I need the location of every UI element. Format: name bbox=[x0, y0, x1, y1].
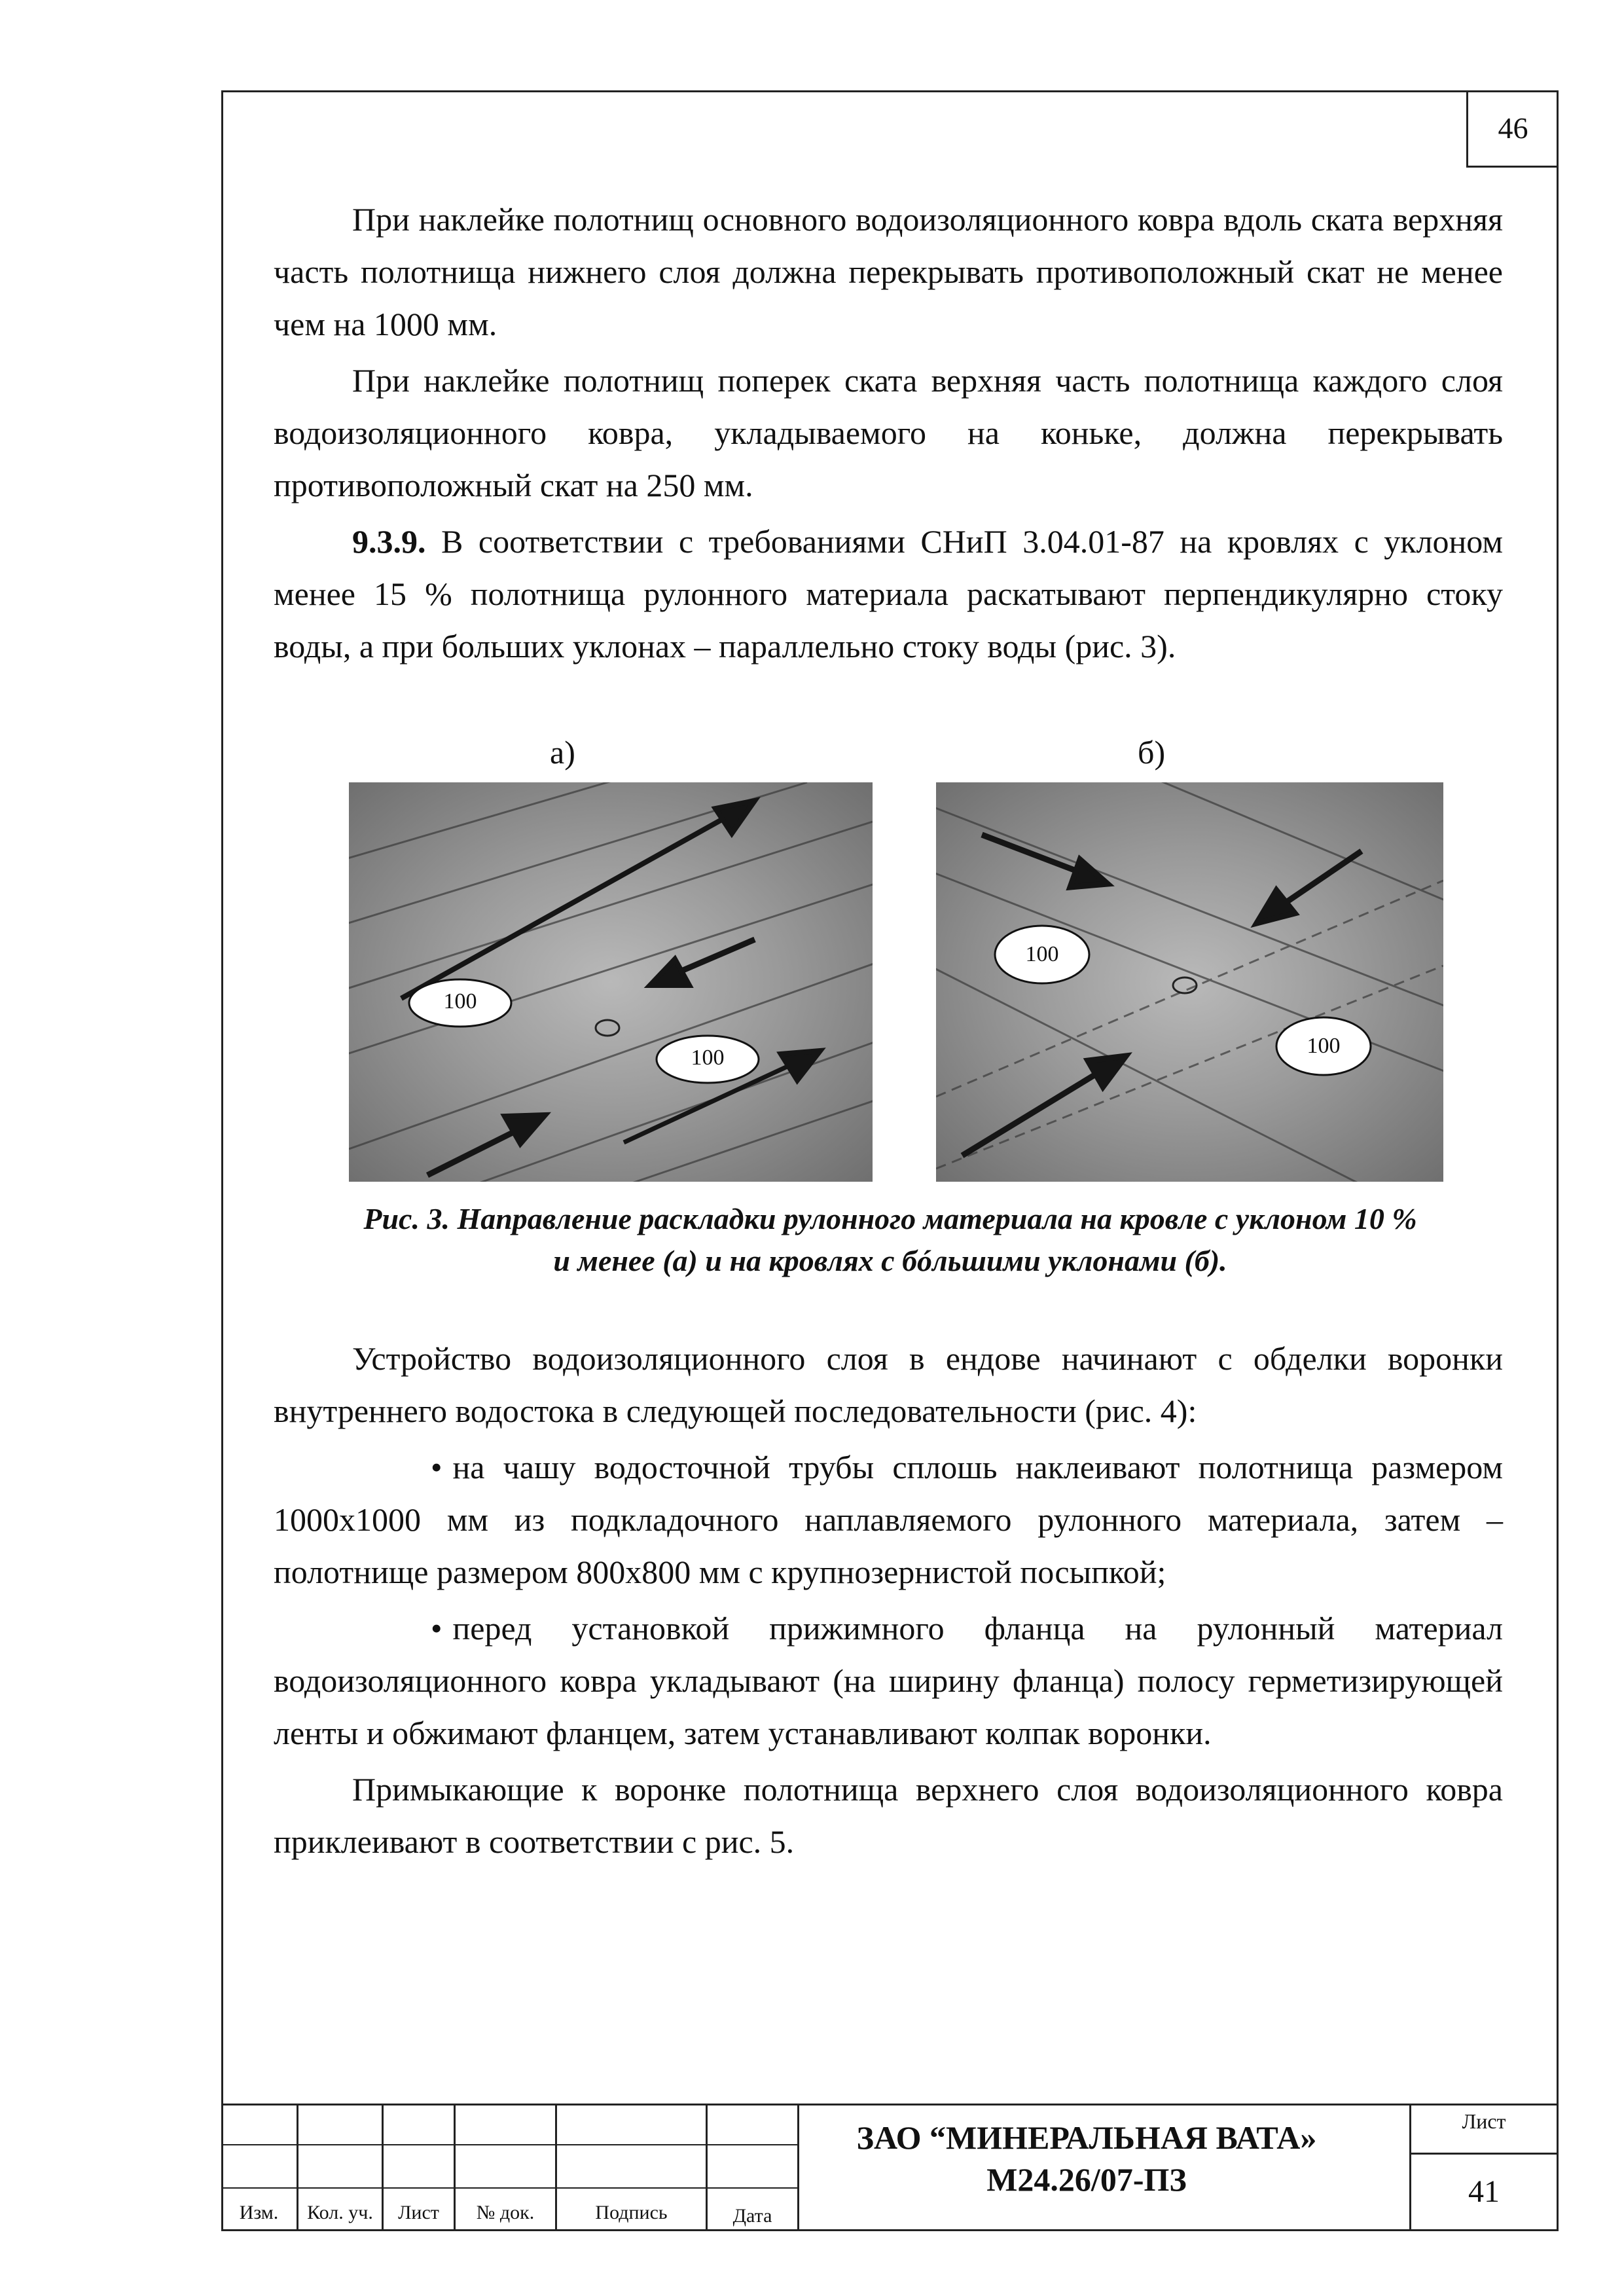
figure-photo-a bbox=[349, 782, 873, 1182]
col-sign: Подпись bbox=[595, 2202, 668, 2223]
col-doc: № док. bbox=[476, 2202, 535, 2223]
figure-label-b: б) bbox=[1138, 734, 1166, 771]
sheet-number: 41 bbox=[1468, 2174, 1500, 2209]
lower-text bbox=[274, 1332, 1503, 1868]
col-kol: Кол. уч. bbox=[307, 2202, 373, 2223]
paragraph-3-text: В соответствии с требованиями СНиП 3.04.01-87 на кровлях с уклоном менее 15 % полотнища рулонного материала раскатывают перпендикулярно стоку воды, а при больших уклонах – параллельно стоку воды (рис. 3). bbox=[274, 523, 1503, 665]
sheet-label: Лист bbox=[1462, 2109, 1506, 2133]
bullet-2 bbox=[274, 1602, 1503, 1759]
callout-a-2: 100 bbox=[691, 1046, 725, 1070]
col-izm: Изм. bbox=[239, 2202, 279, 2223]
col-list: Лист bbox=[398, 2202, 439, 2223]
callout-a-1: 100 bbox=[443, 989, 477, 1013]
figure-caption bbox=[249, 1198, 1532, 1282]
document-code: М24.26/07-ПЗ bbox=[986, 2161, 1187, 2198]
paragraph-5: Примыкающие к воронке полотнища верхнего слоя водоизоляционного ковра приклеивают в соответствии с рис. 5. bbox=[274, 1771, 1503, 1860]
bullet-1 bbox=[274, 1441, 1503, 1598]
roof-sketch-b bbox=[936, 782, 1443, 1182]
organization-name: ЗАО “МИНЕРАЛЬНАЯ ВАТА» bbox=[856, 2119, 1317, 2156]
paragraph-1: При наклейке полотнищ основного водоизоляционного ковра вдоль ската верхняя часть полотнища нижнего слоя должна перекрывать противоположный скат не менее чем на 1000 мм. bbox=[274, 201, 1503, 342]
callout-b-1: 100 bbox=[1025, 942, 1059, 966]
bullet-dot: • bbox=[431, 1449, 442, 1485]
bullet-2-text: перед установкой прижимного фланца на рулонный материал водоизоляционного ковра укладывают (на ширину фланца) полосу герметизирующей ленты и обжимают фланцем, затем устанавливают колпак воронки. bbox=[274, 1610, 1503, 1751]
paragraph-2: При наклейке полотнищ поперек ската верхняя часть полотнища каждого слоя водоизоляционного ковра, укладываемого на коньке, должна перекрывать противоположный скат на 250 мм. bbox=[274, 362, 1503, 503]
upper-text bbox=[274, 193, 1503, 672]
bullet-1-text: на чашу водосточной трубы сплошь наклеивают полотнища размером 1000х1000 мм из подкладочного наплавляемого рулонного материала, затем – полотнище размером 800х800 мм с крупнозернистой посыпкой; bbox=[274, 1449, 1503, 1590]
roof-sketch-a bbox=[349, 782, 873, 1182]
figure-photo-b bbox=[936, 782, 1443, 1182]
figure-label-a: а) bbox=[550, 734, 575, 771]
callout-b-2: 100 bbox=[1307, 1034, 1341, 1058]
col-date: Дата bbox=[732, 2205, 772, 2227]
paragraph-3 bbox=[274, 515, 1503, 672]
caption-line-2: и менее (а) и на кровлях с бóльшими уклонами (б). bbox=[553, 1244, 1227, 1277]
paragraph-4: Устройство водоизоляционного слоя в ендове начинают с обделки воронки внутреннего водостока в следующей последовательности (рис. 4): bbox=[274, 1340, 1503, 1429]
page-number: 46 bbox=[1466, 90, 1558, 168]
caption-line-1: Рис. 3. Направление раскладки рулонного материала на кровле с уклоном 10 % bbox=[363, 1202, 1417, 1235]
organization bbox=[779, 2117, 1394, 2200]
section-number: 9.3.9. bbox=[352, 523, 426, 560]
bullet-dot: • bbox=[431, 1610, 442, 1647]
